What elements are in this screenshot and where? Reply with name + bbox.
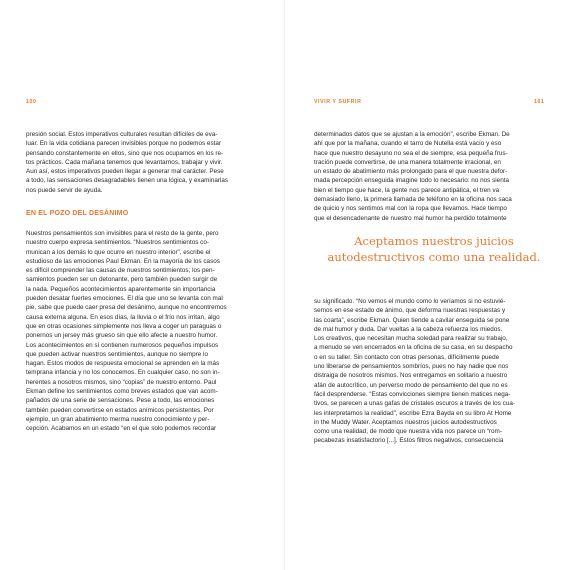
text-line: bien el tiempo que hace, la gente nos parece antipática, el tren va xyxy=(314,186,500,194)
text-line: pensando constantemente en ellos, sino que nos ocupamos en los re- xyxy=(26,149,224,157)
text-line: hace que nuestro desayuno no sea el de siempre, esa pequeña frus- xyxy=(314,149,508,157)
book-spine xyxy=(284,0,285,570)
text-line: semos en ese estado de ánimo, que deforma nuestras respuestas y xyxy=(314,307,506,315)
text-line: que el desencadenante de nuestro mal humor ha perdido totalmente xyxy=(314,214,507,222)
text-line: determinados datos que se ajustan a la emoción”, escribe Ekman. De xyxy=(314,131,510,138)
left-paragraph-2 xyxy=(26,229,227,434)
text-line: o en su taller. Sin contacto con otras personas, difícilmente puede xyxy=(314,353,500,361)
running-head: VIVIR Y SUFRIR xyxy=(314,99,362,105)
text-line: distraiga de nosotros mismos. Nos entregamos en solitario a nuestro xyxy=(314,372,508,380)
text-line: samientos pueden ser un detonante, pero también pueden surgir de xyxy=(26,276,218,284)
text-line: demasiado lleno, la primera llamada de teléfono en la oficina nos saca xyxy=(314,196,512,204)
text-line: les interpretamos la realidad”, escribe Ezra Bayda en su libro At Home xyxy=(314,409,512,417)
text-line: uno liberarse de pensamientos sombríos, pues no hay nadie que nos xyxy=(314,363,509,371)
text-line: temprana infancia y no los conocemos. En cualquier caso, no son in- xyxy=(26,369,220,377)
text-line: la nada. Pequeños acontecimientos aparentemente sin importancia xyxy=(26,285,216,293)
text-line: presión social. Estos imperativos culturales resultan difíciles de eva- xyxy=(26,131,218,138)
text-line: un estado de abatimiento más prolongado para el que nuestra defor- xyxy=(314,168,508,176)
text-line: ahí que por la mañana, cuando el tarro de Nutella está vacío y eso xyxy=(314,140,502,148)
text-line: Los acontecimientos en sí contienen numerosos pequeños impulsos xyxy=(26,341,219,349)
text-line: tración puede convertirse, de una manera totalmente irracional, en xyxy=(314,158,501,166)
text-line: herentes a nosotros mismos, sino “copias” de nuestro entorno. Paul xyxy=(26,378,217,386)
text-line: mada percepción enseguida imagine todo lo necesario: no nos sienta xyxy=(314,177,510,185)
text-line: es difícil comprender las causas de nuestros sentimientos; los pen- xyxy=(26,267,215,275)
text-line: que pueden activar nuestros sentimientos, aunque no siempre lo xyxy=(26,350,208,358)
text-line: hagan. Estos modos de respuesta emocional se aprenden en la más xyxy=(26,360,220,368)
text-line: estudioso de las emociones Paul Ekman. En la mayoría de los casos xyxy=(26,257,220,265)
text-line: luar. En la vida cotidiana parecen invisibles porque no podemos estar xyxy=(26,140,222,148)
text-line: munican a los demás lo que ocurre en nuestro interior”, escribe el xyxy=(26,248,211,256)
text-line: Nuestros pensamientos son invisibles para el resto de la gente, pero xyxy=(26,230,219,237)
text-line: ejemplo, un gran abatimiento merma nuestro conocimiento y per- xyxy=(26,415,210,423)
text-line: tos prácticos. Cada mañana tenemos que levantarnos, trabajar y vivir. xyxy=(26,158,223,166)
text-line: cepción. Acabamos en un estado “en el que solo podemos recordar xyxy=(26,425,217,433)
right-page xyxy=(285,0,570,570)
text-line: pueden desatar fuertes emociones. El día que uno se levanta con mal xyxy=(26,295,223,303)
text-line: a todo, las sensaciones desagradables tienen una lógica, y examinarlas xyxy=(26,177,229,185)
right-paragraph-2 xyxy=(314,297,515,446)
section-heading: EN EL POZO DEL DESÁNIMO xyxy=(26,210,129,217)
text-line: como una realidad, de modo que nuestra vida nos parece un “rom- xyxy=(314,428,502,436)
text-line: Aun así, estos imperativos pueden llegar a generar mal carácter. Pese xyxy=(26,168,224,176)
left-page-number: 100 xyxy=(26,99,37,105)
text-line: pie, sabe que puede caer presa del desánimo, aunque no encontremos xyxy=(26,304,227,312)
pull-quote xyxy=(314,234,554,265)
text-line: su significado. “No vemos el mundo como lo veríamos si no estuvié- xyxy=(314,298,506,305)
text-line: Ekman define los sentimientos como breves estados que van acom- xyxy=(26,388,218,396)
text-line: a menudo se ven encerrados en la oficina de su casa, en su despacho xyxy=(314,344,513,352)
text-line: tivos, se parecen a unas gafas de cristales oscuros a través de los cua- xyxy=(314,400,515,408)
text-line: de mal humor y duda. Dar vueltas a la cabeza refuerza los miedos. xyxy=(314,325,503,333)
text-line: Los creativos, que necesitan mucha soledad para realizar su trabajo, xyxy=(314,335,508,343)
text-line: nos puede servir de ayuda. xyxy=(26,186,103,194)
text-line: pañados de una serie de sensaciones. Pese a todo, las emociones xyxy=(26,397,215,405)
right-paragraph-1 xyxy=(314,130,512,223)
right-page-number: 101 xyxy=(534,99,545,105)
text-line: fácil desprenderse. “Estas convicciones siempre tienen matices nega- xyxy=(314,390,511,398)
text-line: ponernos un jersey más grueso sin que ello afecte a nuestro humor. xyxy=(26,332,218,340)
text-line: Aceptamos nuestros juicios xyxy=(354,234,514,248)
text-line: pecabezas insatisfactorio [...]. Estos filtros negativos, consecuencia xyxy=(314,437,504,445)
text-line: las coarta”, escribe Ekman. Quien tiende a cavilar enseguida se pone xyxy=(314,316,510,324)
left-paragraph-1 xyxy=(26,130,228,195)
text-line: también pueden convertirse en estados anímicos persistentes. Por xyxy=(26,406,214,414)
text-line: causa externa alguna. En esos días, la lluvia o el frío nos irritan, algo xyxy=(26,313,220,321)
text-line: afán de autocrítico, un perverso modo de pensamiento del que no es xyxy=(314,381,508,389)
text-line: autodestructivos como una realidad. xyxy=(327,249,541,264)
text-line: nuestro cuerpo expresa sentimientos. “Nuestros sentimientos co- xyxy=(26,239,209,247)
text-line: in the Muddy Water. Aceptamos nuestros juicios autodestructivos xyxy=(314,418,497,426)
text-line: de quicio y nos sentimos mal con la ropa que llevamos. Hace tiempo xyxy=(314,205,507,213)
text-line: que en otras ocasiones simplemente nos lleva a coger un paraguas o xyxy=(26,322,222,330)
